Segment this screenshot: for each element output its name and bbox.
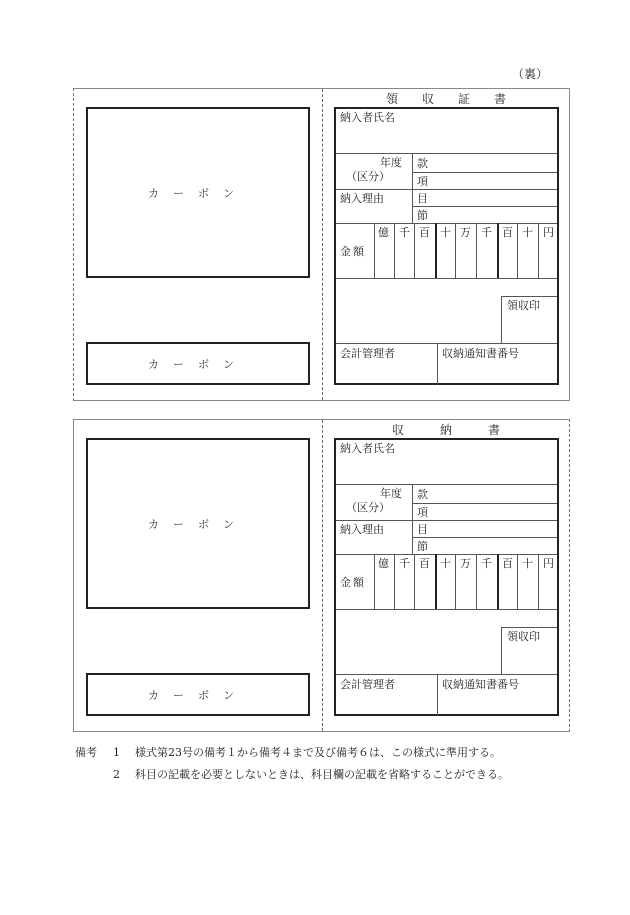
digit-label: 円 (543, 557, 554, 570)
fiscal-year-label: 年度 (380, 487, 402, 500)
row-line (501, 296, 557, 297)
moku-label: 目 (417, 523, 428, 536)
col-line (455, 223, 456, 278)
col-line (394, 223, 395, 278)
row-line (336, 343, 557, 344)
kou-label: 項 (417, 506, 428, 519)
col-line (501, 627, 502, 674)
carbon-area-large (86, 438, 310, 609)
col-line (476, 223, 477, 278)
col-line (538, 554, 539, 609)
moku-label: 目 (417, 192, 428, 205)
setsu-label: 節 (417, 540, 428, 553)
col-line (412, 484, 413, 554)
remarks-section (75, 742, 509, 786)
amount-label: 金額 (340, 576, 366, 589)
digit-label: 億 (378, 226, 389, 239)
division-label: （区分） (346, 170, 390, 183)
row-line (336, 609, 557, 610)
title-char: 証 (457, 92, 470, 106)
amount-label: 金額 (340, 245, 366, 258)
digit-label: 万 (460, 226, 471, 239)
remark-text: 様式第23号の備考１から備考４まで及び備考６は、この様式に準用する。 (135, 746, 501, 759)
setsu-label: 節 (417, 209, 428, 222)
accounting-manager-label: 会計管理者 (340, 678, 395, 691)
kou-label: 項 (417, 175, 428, 188)
row-line (336, 189, 557, 190)
perforation-line (322, 89, 323, 400)
carbon-area-small (86, 673, 310, 716)
col-line (497, 223, 499, 278)
page-side-label: （裏） (512, 67, 549, 81)
notice-number-label: 収納通知書番号 (442, 678, 519, 691)
receipt-form (73, 88, 570, 401)
col-line (437, 674, 438, 716)
row-line (412, 537, 557, 538)
col-line (538, 223, 539, 278)
receipt-stamp-label: 領収印 (507, 630, 540, 643)
digit-label: 十 (522, 557, 533, 570)
digit-label: 十 (522, 226, 533, 239)
perforation-line (322, 420, 323, 731)
kan-label: 款 (417, 488, 428, 501)
digit-label: 千 (481, 226, 492, 239)
row-line (412, 206, 557, 207)
reason-label: 納入理由 (340, 523, 384, 536)
digit-label: 十 (440, 226, 451, 239)
payment-table (334, 438, 559, 716)
col-line (476, 554, 477, 609)
payer-name-label: 納入者氏名 (340, 111, 395, 124)
form-title (334, 90, 558, 107)
payer-name-label: 納入者氏名 (340, 442, 395, 455)
notice-number-label: 収納通知書番号 (442, 347, 519, 360)
digit-label: 円 (543, 226, 554, 239)
title-char: 収 (391, 423, 404, 437)
col-line (414, 554, 415, 609)
remark-item (75, 742, 509, 764)
carbon-area-large (86, 107, 310, 278)
kan-label: 款 (417, 157, 428, 170)
title-char: 書 (487, 423, 500, 437)
title-char: 書 (493, 92, 506, 106)
row-line (412, 503, 557, 504)
digit-label: 百 (419, 226, 430, 239)
receipt-table (334, 107, 559, 385)
remark-text: 科目の記載を必要としないときは、科目欄の記載を省略することができる。 (135, 768, 509, 781)
digit-label: 百 (502, 226, 513, 239)
col-line (501, 296, 502, 343)
carbon-area-small (86, 342, 310, 385)
row-line (336, 223, 557, 224)
carbon-label: カーボン (148, 357, 248, 371)
title-char: 納 (439, 423, 452, 437)
col-line (455, 554, 456, 609)
col-line (517, 223, 518, 278)
row-line (336, 554, 557, 555)
remark-number: 1 (113, 746, 120, 759)
col-line (517, 554, 518, 609)
col-line (435, 554, 437, 609)
row-line (336, 153, 557, 154)
col-line (394, 554, 395, 609)
col-line (414, 223, 415, 278)
fiscal-year-label: 年度 (380, 156, 402, 169)
row-line (336, 674, 557, 675)
col-line (435, 223, 437, 278)
digit-label: 万 (460, 557, 471, 570)
carbon-label: カーボン (148, 517, 248, 531)
title-char: 領 (385, 92, 398, 106)
accounting-manager-label: 会計管理者 (340, 347, 395, 360)
division-label: （区分） (346, 501, 390, 514)
reason-label: 納入理由 (340, 192, 384, 205)
form-title (334, 421, 558, 438)
digit-label: 千 (399, 557, 410, 570)
col-line (412, 153, 413, 223)
digit-label: 十 (440, 557, 451, 570)
payment-form (73, 419, 570, 732)
row-line (412, 172, 557, 173)
row-line (336, 278, 557, 279)
carbon-label: カーボン (148, 186, 248, 200)
remark-item (75, 764, 509, 786)
digit-label: 千 (481, 557, 492, 570)
col-line (374, 223, 375, 278)
col-line (374, 554, 375, 609)
digit-label: 千 (399, 226, 410, 239)
col-line (437, 343, 438, 385)
remarks-heading: 備考 (75, 746, 97, 759)
remark-number: 2 (113, 768, 120, 781)
digit-label: 百 (419, 557, 430, 570)
receipt-stamp-label: 領収印 (507, 299, 540, 312)
row-line (336, 520, 557, 521)
row-line (336, 484, 557, 485)
carbon-label: カーボン (148, 688, 248, 702)
title-char: 収 (421, 92, 434, 106)
row-line (501, 627, 557, 628)
col-line (497, 554, 499, 609)
digit-label: 億 (378, 557, 389, 570)
remarks-indent (75, 764, 113, 786)
digit-label: 百 (502, 557, 513, 570)
